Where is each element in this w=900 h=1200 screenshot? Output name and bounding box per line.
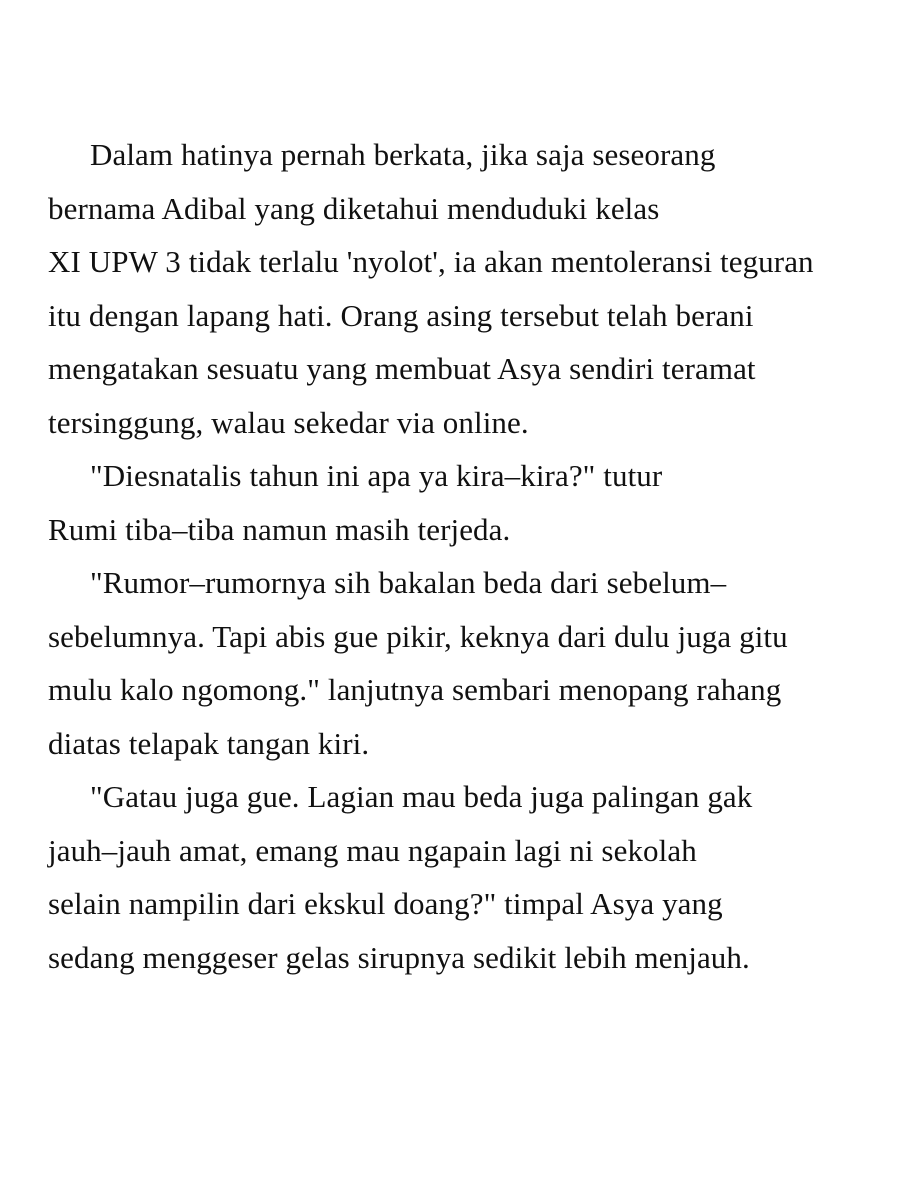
paragraph-line: mengatakan sesuatu yang membuat Asya sendiri teramat — [48, 351, 756, 386]
paragraph-line: tersinggung, walau sekedar via online. — [48, 404, 529, 440]
paragraph-line: bernama Adibal yang diketahui menduduki kelas — [48, 190, 660, 226]
paragraph-line: sebelumnya. Tapi abis gue pikir, keknya dari dulu juga gitu — [48, 618, 788, 654]
paragraph-line: sedang menggeser gelas sirupnya sedikit lebih menjauh. — [48, 939, 750, 975]
paragraph-line: XI UPW 3 tidak terlalu 'nyolot', ia akan mentoleransi teguran — [48, 244, 814, 279]
story-text — [48, 128, 888, 984]
paragraph-line: itu dengan lapang hati. Orang asing tersebut telah berani — [48, 297, 754, 333]
paragraph-line: mulu kalo ngomong." lanjutnya sembari menopang rahang — [48, 672, 782, 707]
paragraph-line: "Gatau juga gue. Lagian mau beda juga palingan gak — [90, 779, 753, 814]
paragraph-line: selain nampilin dari ekskul doang?" timpal Asya yang — [48, 886, 723, 921]
paragraph-line: "Rumor–rumornya sih bakalan beda dari sebelum– — [90, 565, 727, 600]
paragraph-line: jauh–jauh amat, emang mau ngapain lagi ni sekolah — [48, 832, 697, 868]
paragraph-line: Rumi tiba–tiba namun masih terjeda. — [48, 511, 511, 547]
paragraph-line: Dalam hatinya pernah berkata, jika saja seseorang — [90, 137, 716, 172]
paragraph-line: "Diesnatalis tahun ini apa ya kira–kira?" tutur — [90, 458, 663, 493]
paragraph-line: diatas telapak tangan kiri. — [48, 725, 370, 761]
